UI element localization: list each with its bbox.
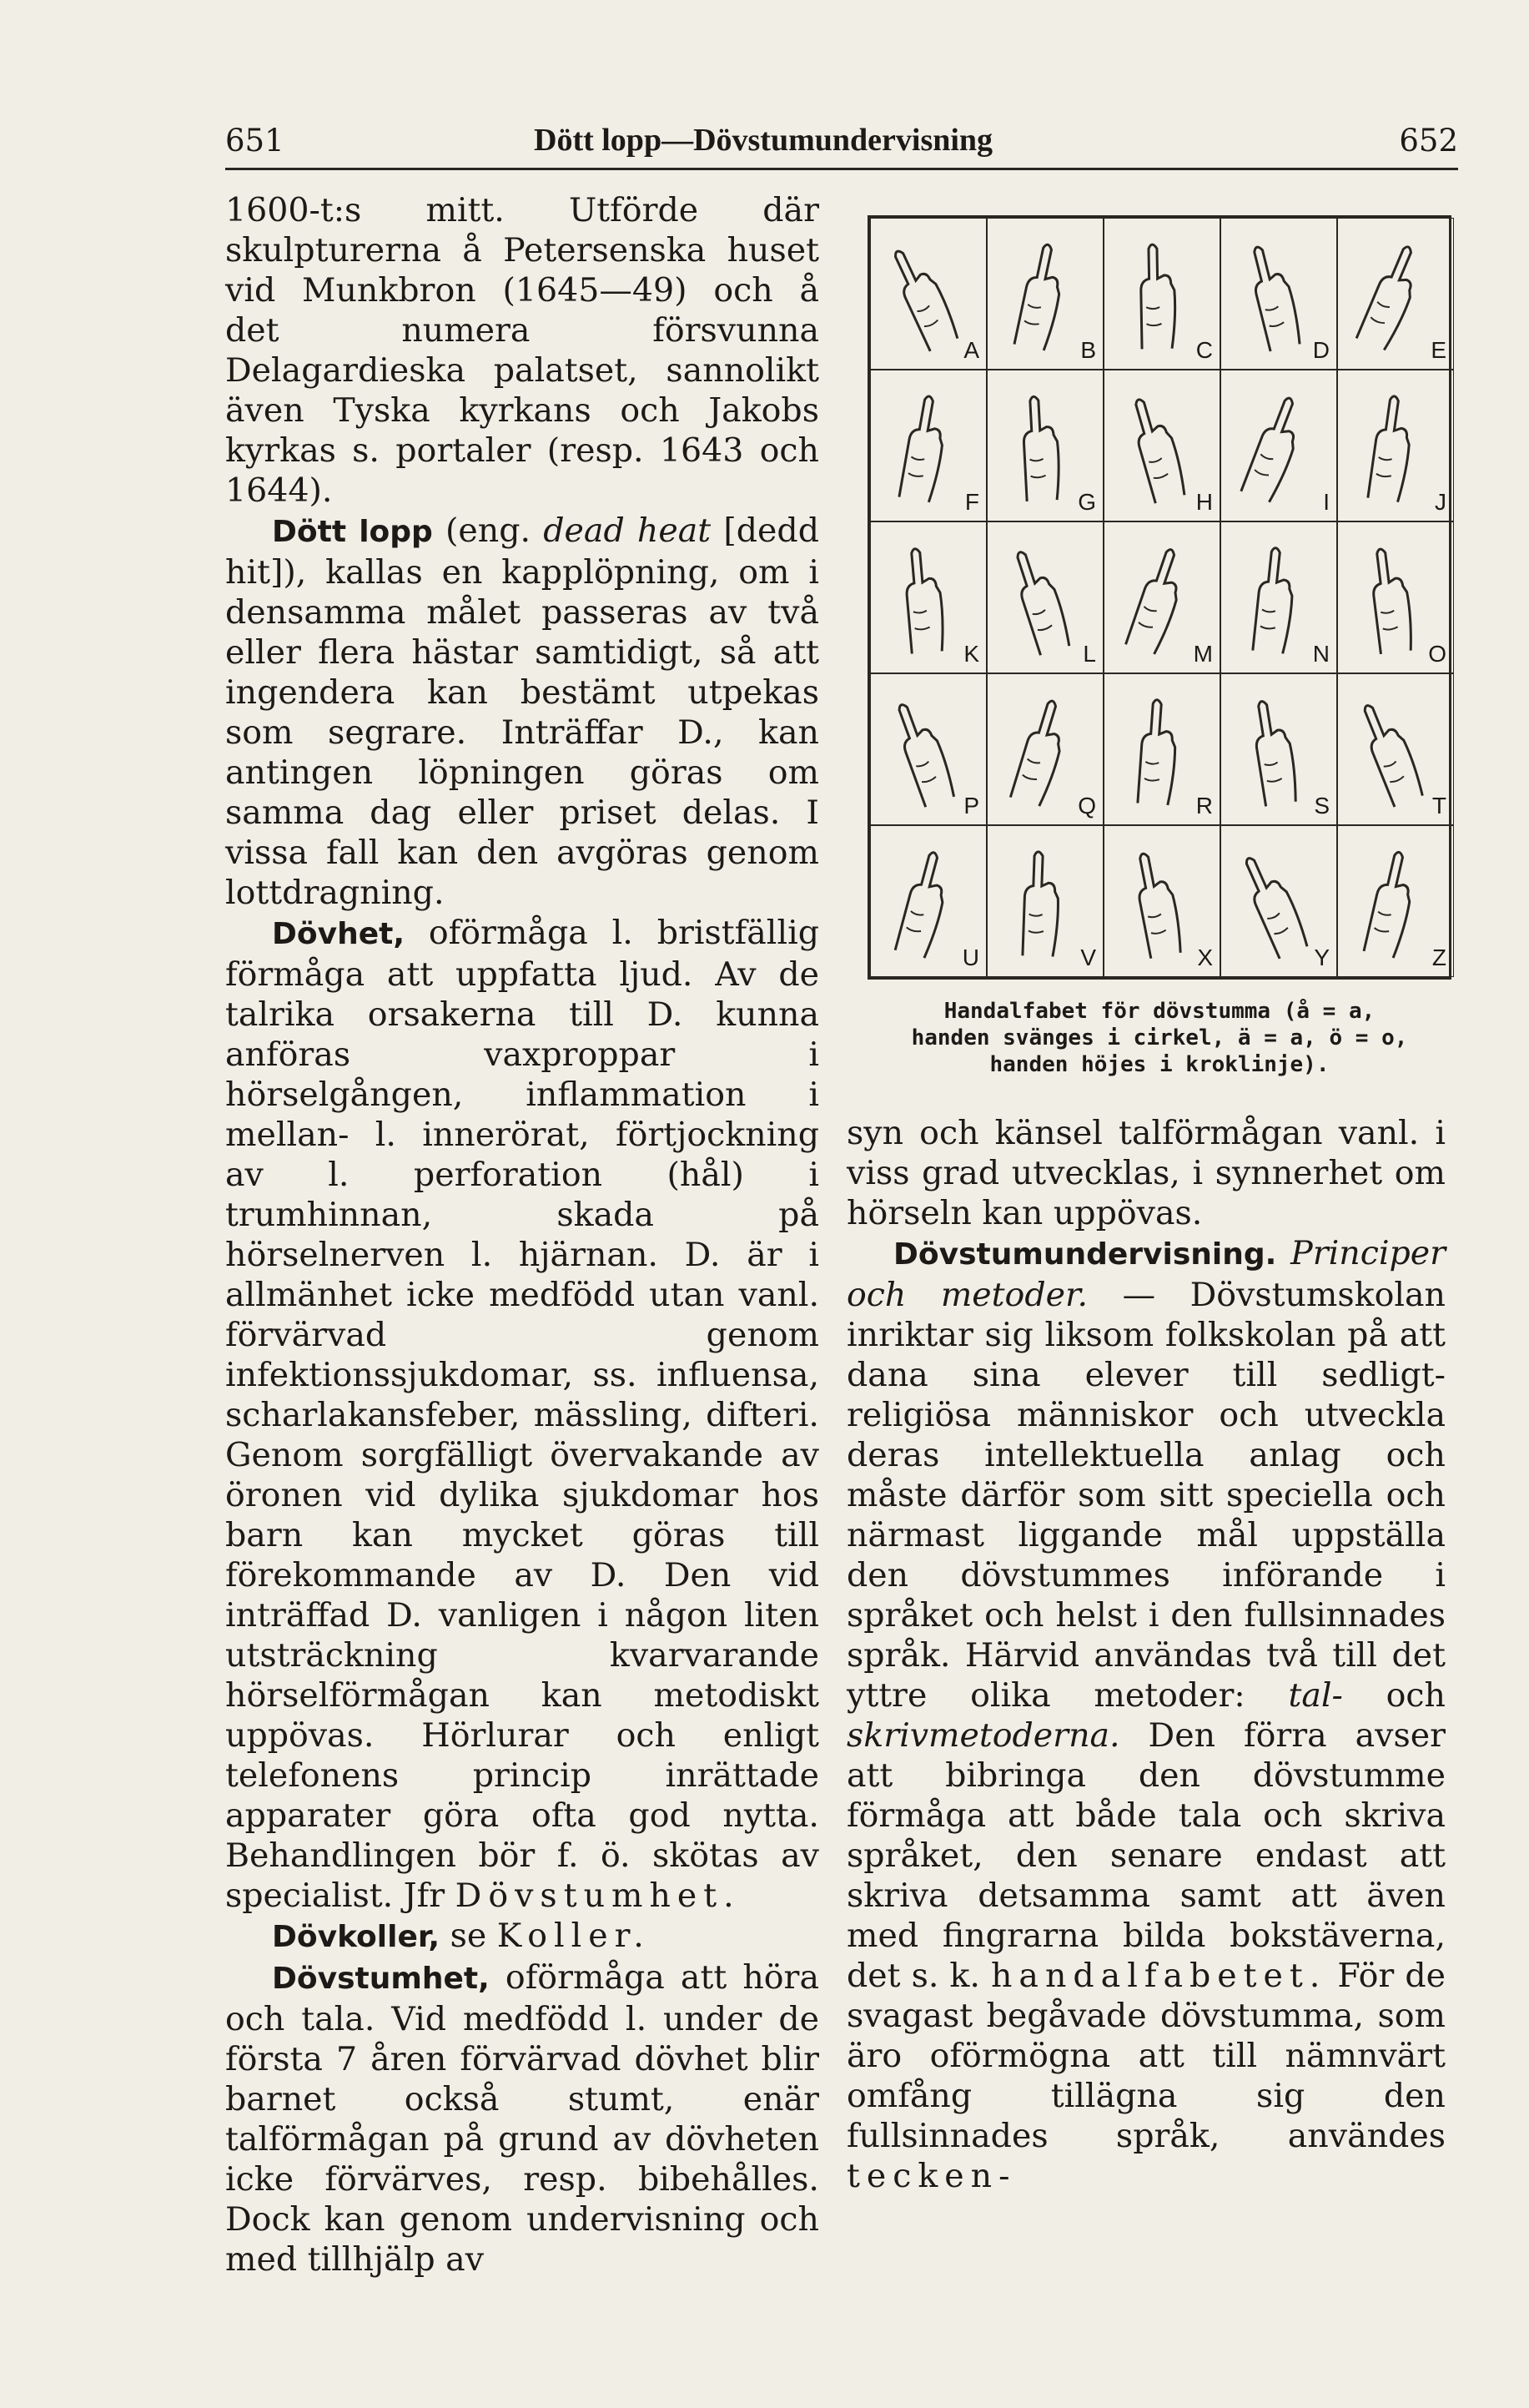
hand-sign-icon [888,232,961,357]
hand-sign-icon [1121,839,1195,965]
letter-label: E [1431,337,1446,363]
hand-sign-icon [1355,384,1428,509]
hand-sign-cell [870,521,987,673]
entry-dovkoller: Dövkoller, se Koller. [272,1917,651,1955]
letter-label: G [1078,489,1096,515]
hand-alphabet-figure [868,215,1451,1078]
hand-sign-icon [1121,232,1195,357]
hand-sign-icon [1121,536,1195,661]
letter-label: J [1435,489,1446,515]
page-number-right: 652 [1399,123,1458,159]
entry-headword: Dövkoller, [272,1920,440,1954]
entry-dovstumhet: Dövstumhet, oförmåga att höra och tala. Vid medfödd l. under de första 7 åren förvärvad dövhet blir barnet också stumt, enär talförmågan på grund av dövheten icke förvärves, resp. bibehålles. Dock kan genom undervisning och med tillhjälp av [225,1958,819,2279]
letter-label: N [1312,641,1330,667]
hand-sign-icon [1004,839,1078,965]
hand-sign-cell [987,825,1104,977]
letter-label: D [1312,337,1330,363]
hand-sign-cell [870,673,987,825]
entry-headword: Dövstumhet, [272,1962,490,1996]
hand-sign-icon [1004,232,1078,357]
hand-sign-cell [870,825,987,977]
hand-sign-icon [1238,384,1311,509]
hand-alphabet-grid [868,215,1451,980]
entry-dovstumundervisning: Dövstumundervisning. Principer och metoder. — Dövstumskolan inriktar sig liksom folkskolan på att dana sina elever till sedligt-religiösa människor och utveckla deras intellektuella anlag och måste därför som sitt speciella och närmast liggande mål uppställa den dövstummes införande i språket och helst i den fullsinnades språk. Härvid användas två till det yttre olika metoder: tal- och skrivmetoderna. Den förra avser att bibringa den dövstumme förmåga att både tala och skriva språket, den senare endast att skriva detsamma samt att även med fingrarna bilda bokstäverna, det s. k. handalfabetet. För de svagast begåvade dövstumma, som äro oförmögna att till nämnvärt omfång tillägna sig den fullsinnades språk, användes tecken- [847,1234,1446,2195]
page-header [225,107,1458,165]
hand-sign-icon [1121,384,1195,509]
hand-sign-icon [1355,536,1428,661]
letter-label: T [1431,793,1446,819]
hand-sign-cell [1337,370,1454,521]
hand-sign-icon [1355,688,1428,813]
header-rule [225,168,1458,170]
letter-label: K [963,641,979,667]
hand-sign-cell [1104,370,1220,521]
hand-sign-cell [1220,370,1337,521]
letter-label: M [1193,641,1213,667]
cross-reference: handalfabetet. [990,1957,1327,1995]
hand-sign-cell [987,521,1104,673]
letter-label: A [963,337,979,363]
left-column [225,190,819,2280]
hand-sign-icon [1004,384,1078,509]
hand-sign-cell [1337,825,1454,977]
letter-label: P [963,793,979,819]
entry-headword: Dövstumundervisning. [893,1237,1277,1272]
hand-sign-cell [1104,218,1220,370]
cross-reference: Koller. [496,1917,651,1955]
hand-sign-icon [888,384,961,509]
running-title: Dött lopp—Dövstumundervisning [534,123,993,158]
letter-label: B [1080,337,1096,363]
hand-sign-icon [1238,839,1311,965]
letter-label: S [1314,793,1330,819]
hand-sign-cell [1220,825,1337,977]
hand-sign-icon [888,839,961,965]
right-column [847,1113,1446,2196]
hand-sign-icon [1004,536,1078,661]
letter-label: Z [1431,945,1446,970]
letter-label: R [1195,793,1213,819]
letter-label: V [1080,945,1096,970]
entry-dott-lopp: Dött lopp (eng. dead heat [dedd hit]), kallas en kapplöpning, om i densamma målet passeras av två eller flera hästar samtidigt, så att ingendera kan bestämt utpekas som segrare. Inträffar D., kan antingen löpningen göras om samma dag eller priset delas. I vissa fall kan den avgöras genom lottdragning. [225,511,819,912]
letter-label: Q [1078,793,1096,819]
entry-headword: Dövhet, [272,917,405,951]
letter-label: O [1428,641,1446,667]
hand-sign-cell [1220,521,1337,673]
letter-label: H [1195,489,1213,515]
entry-headword: Dött lopp [272,515,433,549]
hand-sign-cell [1104,673,1220,825]
figure-caption: Handalfabet för dövstumma (å = a, handen svänges i cirkel, ä = a, ö = o, handen höjes i kroklinje). [911,999,1408,1077]
hand-sign-cell [1337,673,1454,825]
hand-sign-icon [1238,536,1311,661]
hand-sign-cell [1220,673,1337,825]
letter-label: F [964,489,979,515]
letter-label: C [1195,337,1213,363]
hand-sign-cell [870,218,987,370]
hand-sign-cell [987,218,1104,370]
letter-label: U [962,945,979,970]
hand-sign-cell [1337,521,1454,673]
hand-sign-cell [987,673,1104,825]
hand-sign-icon [1238,688,1311,813]
hand-sign-icon [1004,688,1078,813]
hand-sign-cell [1104,521,1220,673]
cross-reference: Dövstumhet. [455,1877,741,1915]
hand-sign-icon [888,688,961,813]
letter-label: I [1323,489,1330,515]
paragraph-continued: syn och känsel talförmågan vanl. i viss grad utvecklas, i synnerhet om hörseln kan uppövas. [847,1114,1446,1232]
paragraph-continued: 1600-t:s mitt. Utförde där skulpturerna å Petersenska huset vid Munkbron (1645—49) och å det numera försvunna Delagardieska palatset, sannolikt även Tyska kyrkans och Jakobs kyrkas s. portaler (resp. 1643 och 1644). [225,191,819,510]
hand-sign-cell [1220,218,1337,370]
hand-sign-cell [1104,825,1220,977]
page-number-left: 651 [225,123,284,159]
hand-sign-icon [1355,839,1428,965]
hand-sign-cell [870,370,987,521]
hand-sign-icon [888,536,961,661]
hand-sign-cell [987,370,1104,521]
hand-sign-icon [1355,232,1428,357]
letter-label: Y [1314,945,1330,970]
entry-dovhet: Dövhet, oförmåga l. bristfällig förmåga att uppfatta ljud. Av de talrika orsakerna till D. kunna anföras vaxproppar i hörselgången, inflammation i mellan- l. innerörat, förtjockning av l. perforation (hål) i trumhinnan, skada på hörselnerven l. hjärnan. D. är i allmänhet icke medfödd utan vanl. förvärvad genom infektionssjukdomar, ss. influensa, scharlakansfeber, mässling, difteri. Genom sorgfälligt övervakande av öronen vid dylika sjukdomar hos barn kan mycket göras till förekommande av D. Den vid inträffad D. vanligen i någon liten utsträckning kvarvarande hörselförmågan kan metodiskt uppövas. Hörlurar och enligt telefonens princip inrättade apparater göra ofta god nytta. Behandlingen bör f. ö. skötas av specialist. Jfr Dövstumhet. [225,914,819,1915]
letter-label: L [1083,641,1096,667]
letter-label: X [1197,945,1213,970]
hand-sign-cell [1337,218,1454,370]
hand-sign-icon [1238,232,1311,357]
hand-sign-icon [1121,688,1195,813]
